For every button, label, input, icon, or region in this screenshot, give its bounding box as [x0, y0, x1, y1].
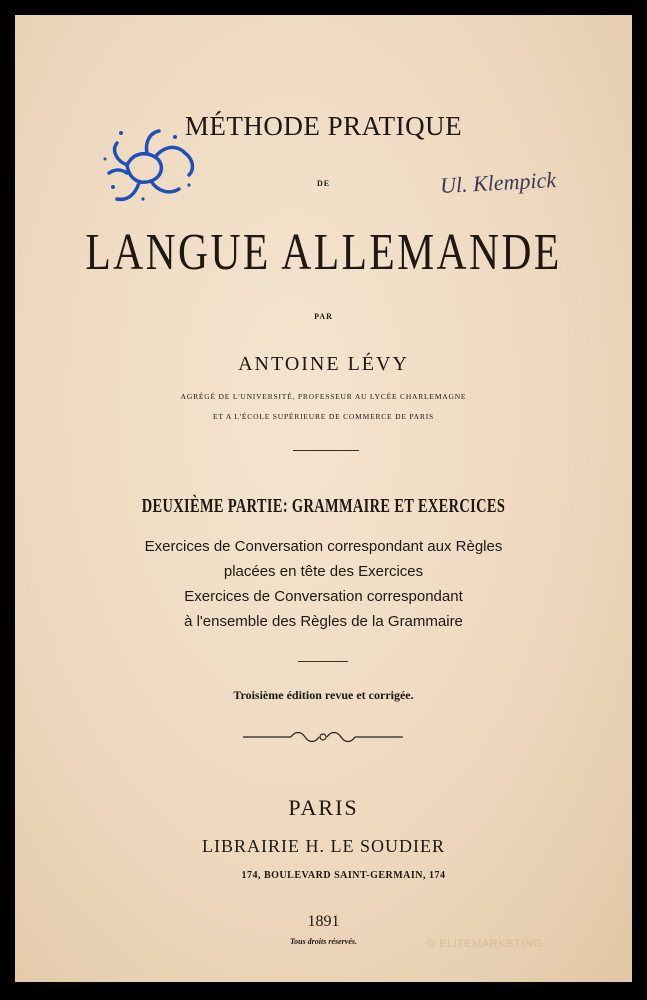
publication-year: 1891 — [307, 913, 340, 930]
author-name: ANTOINE LÉVY — [238, 353, 409, 375]
description-line-2: placées en tête des Exercices — [223, 563, 424, 580]
edition-note: Troisième édition revue et corrigée. — [233, 688, 414, 702]
divider — [293, 450, 359, 451]
description-line-3: Exercices de Conversation correspondant — [184, 588, 463, 605]
watermark: © ELITEMARKETING — [427, 938, 543, 950]
author-credentials-line-1: AGRÉGÉ DE L'UNIVERSITÉ, PROFESSEUR AU LYCÉE CHARLEMAGNE — [180, 392, 467, 401]
fleuron-ornament-icon — [243, 730, 403, 744]
publisher-city: PARIS — [288, 795, 359, 820]
description-line-4: à l'ensemble des Règles de la Grammaire — [184, 613, 463, 630]
title-page — [15, 15, 632, 982]
author-credentials-line-2: ET A L'ÉCOLE SUPÉRIEURE DE COMMERCE DE PARIS — [213, 412, 434, 421]
title-line-1: MÉTHODE PRATIQUE — [184, 111, 463, 141]
description-line-1: Exercices de Conversation correspondant aux Règles — [144, 538, 503, 555]
by-label: PAR — [314, 312, 333, 321]
main-title: LANGUE ALLEMANDE — [85, 224, 562, 281]
rights-notice: Tous droits réservés. — [289, 937, 358, 946]
title-connector: DE — [316, 179, 331, 188]
publisher-address: 174, BOULEVARD SAINT-GERMAIN, 174 — [241, 870, 446, 881]
divider — [298, 661, 348, 662]
handwritten-signature: Ul. Klempick — [439, 166, 557, 199]
publisher-name: LIBRAIRIE H. LE SOUDIER — [202, 836, 445, 856]
part-heading: DEUXIÈME PARTIE: GRAMMAIRE ET EXERCICES — [141, 495, 506, 517]
